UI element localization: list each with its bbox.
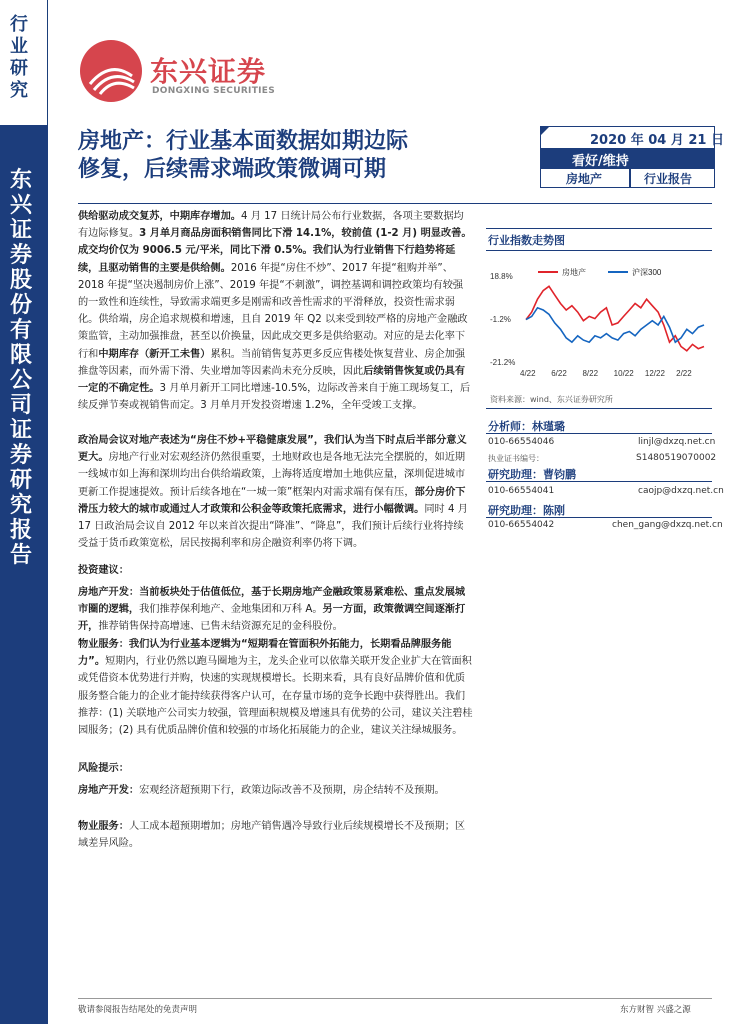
series-line-1	[526, 308, 704, 342]
analyst-1-rule	[486, 433, 712, 434]
report-type: 行业报告	[644, 172, 693, 186]
y-tick-label: -21.2%	[490, 358, 516, 367]
analyst-3-phone: 010-66554042	[488, 520, 555, 530]
analyst-1-header: 分析师：林瑾璐	[488, 420, 565, 433]
report-sector: 房地产	[566, 172, 603, 186]
x-tick-label: 12/22	[644, 369, 665, 378]
x-tick-label: 10/22	[613, 369, 634, 378]
logo-text-en: DONGXING SECURITIES	[152, 86, 276, 96]
invest-heading: 投资建议：	[78, 565, 129, 576]
paragraph-supply: 供给驱动成交复苏，中期库存增加。4 月 17 日统计局公布行业数据，各项主要数据均有边际修复。3 月单月商品房面积销售同比下滑 14.1%，较前值 (1-2 月) 明显改善。成交均价仅为 9006.5 元/平米，同比下滑 0.5%。我们认为行业销售下行趋势将延续，且驱动销售的主要是供给侧。2016 年提“房住不炒”、2017 年提“租购并举”、2018 年提“坚决遏制房价上涨”、2019 年提“不刺激”，调控基调和调控政策均有较强的一致性和连续性，导致需求端更多是刚需和改善性需求的平滑释放，投资性需求弱化。供给端，房企追求规模和增速，且自 2019 年 Q2 以来受到较严格的房地产金融政策监管，主动加强推盘，甚至以价换量，因此成交更多是供给驱动。对应的是去化率下行和中期库存（新开工未售）累积。当前销售复苏更多反应售楼处恢复营业、房企加强推盘等因素，而外需下滑、失业增加等因素尚未充分反映，因此后续销售恢复或仍具有一定的不确定性。3 月单月新开工同比增速-10.5%，边际改善来自于施工现场复工，后续反弹节奏或视销售而定。3 月单月开发投资增速 1.2%，全年受竣工支撑。	[78, 211, 472, 412]
legend-label: 沪深300	[632, 268, 662, 277]
x-tick-label: 8/22	[582, 369, 599, 378]
report-rating: 看好/维持	[572, 154, 629, 169]
analyst-3-email[interactable]: chen_gang@dxzq.net.cn	[612, 520, 723, 530]
analyst-1-phone: 010-66554046	[488, 437, 555, 447]
risk-property-services: 物业服务：人工成本超预期增加；房地产销售遇冷导致行业后续规模增长不及预期；区域差异风险。	[78, 821, 466, 850]
footer-disclaimer: 敬请参阅报告结尾处的免责声明	[78, 1005, 198, 1015]
invest-property-services: 物业服务：我们认为行业基本逻辑为“短期看在管面积外拓能力，长期看品牌服务能力”。短期内，行业仍然以跑马圈地为主，龙头企业可以依靠关联开发企业扩大在管面积或凭借资本优势进行并购，快速的实现规模增长。长期来看，具有良好品牌价值和优质服务整合能力的企业才能持续获得客户认可，在存量市场的竞争长跑中获得胜出。我们推荐：(1) 关联地产公司实力较强，管理面积规模及增速具有优势的公司，建议关注碧桂园服务；(2) 具有优质品牌价值和较强的市场化拓展能力的企业，建议关注绿城服务。	[78, 639, 473, 737]
x-tick-label: 4/22	[520, 369, 536, 378]
chart-title: 行业指数走势图	[488, 234, 565, 247]
report-date: 2020 年 04 月 21 日	[590, 133, 724, 148]
analyst-1-cert-label: 执业证书编号：	[488, 454, 544, 463]
analyst-2-rule	[486, 481, 712, 482]
chart-top-rule	[486, 228, 712, 229]
x-tick-label: 6/22	[551, 369, 567, 378]
legend-label: 房地产	[562, 268, 586, 277]
risk-developers: 房地产开发：宏观经济超预期下行，政策边际改善不及预期，房企结转不及预期。	[78, 785, 445, 796]
chart-title-rule	[486, 250, 712, 251]
y-tick-label: -1.2%	[490, 315, 511, 324]
footer-rule	[78, 998, 712, 999]
logo-text-cn: 东兴证券	[150, 55, 267, 88]
chart-source: 资料来源：wind、东兴证券研究所	[490, 395, 613, 404]
footer-slogan: 东方财智 兴盛之源	[620, 1005, 691, 1015]
analyst-1-cert: S1480519070002	[636, 453, 717, 463]
report-title-line1: 房地产：行业基本面数据如期边际	[78, 129, 409, 154]
paragraph-policy: 政治局会议对地产表述为“房住不炒+平稳健康发展”，我们认为当下时点后半部分意义更大。房地产行业对宏观经济仍然很重要，土地财政也是各地无法完全摆脱的，如近期一线城市如上海和深圳均出台供给端政策，上海将适度增加土地供应量，深圳促进城市更新工作提速提效。预计后续各地在“一城一策”框架内对需求端有保有压，部分房价下滑压力较大的城市或通过人才政策和公积金等政策托底需求，进行小幅微调。同时 4 月 17 日政治局会议自 2012 年以来首次提出“降准”、“降息”，我们预计后续行业将持续受益于货币政策宽松，居民按揭利率和房企融资利率仍将下调。	[78, 435, 468, 550]
analyst-2-phone: 010-66554041	[488, 486, 555, 496]
index-trend-chart	[486, 258, 712, 388]
analyst-2-email[interactable]: caojp@dxzq.net.cn	[638, 486, 724, 496]
invest-developers: 房地产开发：当前板块处于估值低位，基于长期房地产金融政策易紧难松、重点发展城市圈的逻辑，我们推荐保利地产、金地集团和万科 A。另一方面，政策微调空间逐渐打开，推荐销售保持高增速、已售未结资源充足的金科股份。	[78, 587, 466, 633]
analyst-3-header: 研究助理：陈刚	[488, 504, 565, 517]
analyst-1-email[interactable]: linjl@dxzq.net.cn	[638, 437, 716, 447]
chart-bottom-rule	[486, 408, 712, 409]
company-logo-icon	[80, 40, 142, 102]
sidebar-company-label: 东兴证券股份有限公司证券研究报告	[10, 168, 33, 568]
report-title-line2: 修复，后续需求端政策微调可期	[78, 157, 387, 182]
corner-triangle	[540, 126, 550, 136]
y-tick-label: 18.8%	[490, 272, 513, 281]
sidebar-category-label: 行业研究	[10, 14, 28, 101]
x-tick-label: 2/22	[676, 369, 692, 378]
analyst-2-header: 研究助理：曹钧鹏	[488, 468, 576, 481]
analyst-3-rule	[486, 517, 712, 518]
risk-heading: 风险提示：	[78, 763, 129, 774]
header-divider	[78, 203, 712, 204]
